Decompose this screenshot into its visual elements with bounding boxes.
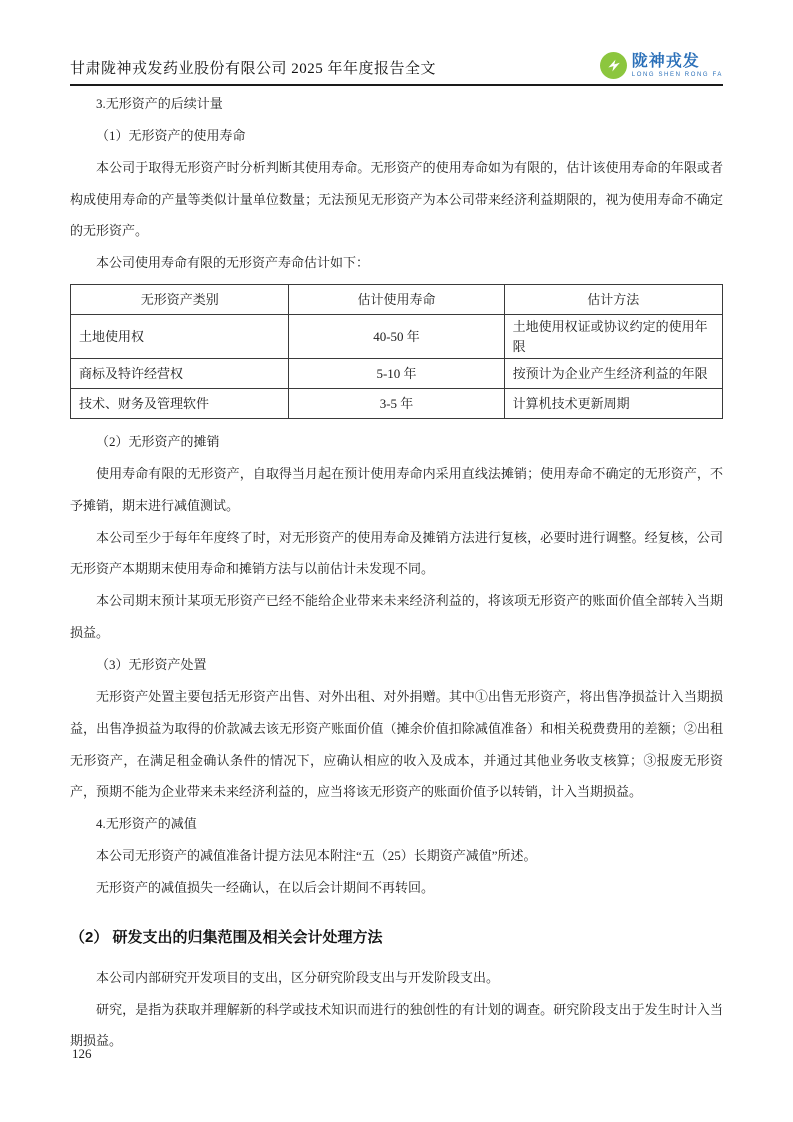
para-impairment-reference: 本公司无形资产的减值准备计提方法见本附注“五（25）长期资产减值”所述。	[96, 848, 537, 864]
cell-category: 商标及特许经营权	[71, 359, 289, 389]
col-header-asset-category: 无形资产类别	[71, 285, 289, 315]
logo-bird-icon	[600, 52, 627, 79]
col-header-estimated-life: 估计使用寿命	[289, 285, 504, 315]
cell-method: 土地使用权证或协议约定的使用年限	[504, 315, 722, 359]
cell-method: 计算机技术更新周期	[504, 389, 722, 419]
cell-category: 土地使用权	[71, 315, 289, 359]
cell-life: 3-5 年	[289, 389, 504, 419]
para-derecognition-to-pnl: 本公司期末预计某项无形资产已经不能给企业带来未来经济利益的，将该项无形资产的账面价值全部转入当期损益。	[70, 593, 723, 641]
page-header	[70, 0, 723, 86]
para-annual-review: 本公司至少于每年年度终了时，对无形资产的使用寿命及摊销方法进行复核，必要时进行调整。经复核，公司无形资产本期期末使用寿命和摊销方法与以前估计未发现不同。	[70, 529, 723, 577]
table-header-row	[71, 285, 723, 315]
heading-sub-3-disposal: （3）无形资产处置	[96, 656, 207, 672]
table-row	[71, 315, 723, 359]
para-rd-phases: 本公司内部研究开发项目的支出，区分研究阶段支出与开发阶段支出。	[96, 969, 500, 985]
heading-sub-1-useful-life: （1）无形资产的使用寿命	[96, 127, 246, 143]
table-row	[71, 389, 723, 419]
logo-company-name: 陇神戎发	[631, 52, 700, 70]
cell-method: 按预计为企业产生经济利益的年限	[504, 359, 722, 389]
heading-sub-2-amortization: （2）无形资产的摊销	[96, 434, 220, 450]
page-number: 126	[72, 1046, 92, 1061]
para-useful-life-judgement: 本公司于取得无形资产时分析判断其使用寿命。无形资产的使用寿命如为有限的，估计该使用寿命的年限或者构成使用寿命的产量等类似计量单位数量；无法预见无形资产为本公司带来经济利益期限的，视为使用寿命不确定的无形资产。	[70, 159, 723, 239]
cell-category: 技术、财务及管理软件	[71, 389, 289, 419]
heading-item-4-impairment: 4.无形资产的减值	[96, 816, 197, 832]
document-body	[70, 88, 723, 1057]
logo-text	[632, 54, 723, 78]
cell-life: 5-10 年	[289, 359, 504, 389]
para-disposal-detail: 无形资产处置主要包括无形资产出售、对外出租、对外捐赠。其中①出售无形资产，将出售净损益计入当期损益，出售净损益为取得的价款减去该无形资产账面价值（摊余价值扣除减值准备）和相关税费费用的差额；②出租无形资产，在满足租金确认条件的情况下，应确认相应的收入及成本，并通过其他业务收支核算；③报废无形资产，预期不能为企业带来未来经济利益的，应当将该无形资产的账面价值予以转销，计入当期损益。	[70, 688, 723, 800]
section-heading-rd-expenditure: （2） 研发支出的归集范围及相关会计处理方法	[70, 928, 383, 946]
report-title: 甘肃陇神戎发药业股份有限公司 2025 年年度报告全文	[70, 61, 437, 77]
col-header-estimation-method: 估计方法	[504, 285, 722, 315]
para-amortization-method: 使用寿命有限的无形资产，自取得当月起在预计使用寿命内采用直线法摊销；使用寿命不确定的无形资产，不予摊销，期末进行减值测试。	[70, 465, 723, 513]
para-research-definition: 研究，是指为获取并理解新的科学或技术知识而进行的独创性的有计划的调查。研究阶段支出于发生时计入当期损益。	[70, 1001, 723, 1049]
company-logo	[600, 52, 723, 80]
useful-life-table	[70, 284, 723, 419]
logo-subtitle: LONG SHEN RONG FA	[631, 71, 723, 78]
table-row	[71, 359, 723, 389]
heading-item-3-subsequent-measurement: 3.无形资产的后续计量	[96, 96, 223, 111]
para-table-intro: 本公司使用寿命有限的无形资产寿命估计如下：	[96, 255, 370, 271]
para-impairment-no-reversal: 无形资产的减值损失一经确认，在以后会计期间不再转回。	[96, 879, 435, 895]
cell-life: 40-50 年	[289, 315, 504, 359]
